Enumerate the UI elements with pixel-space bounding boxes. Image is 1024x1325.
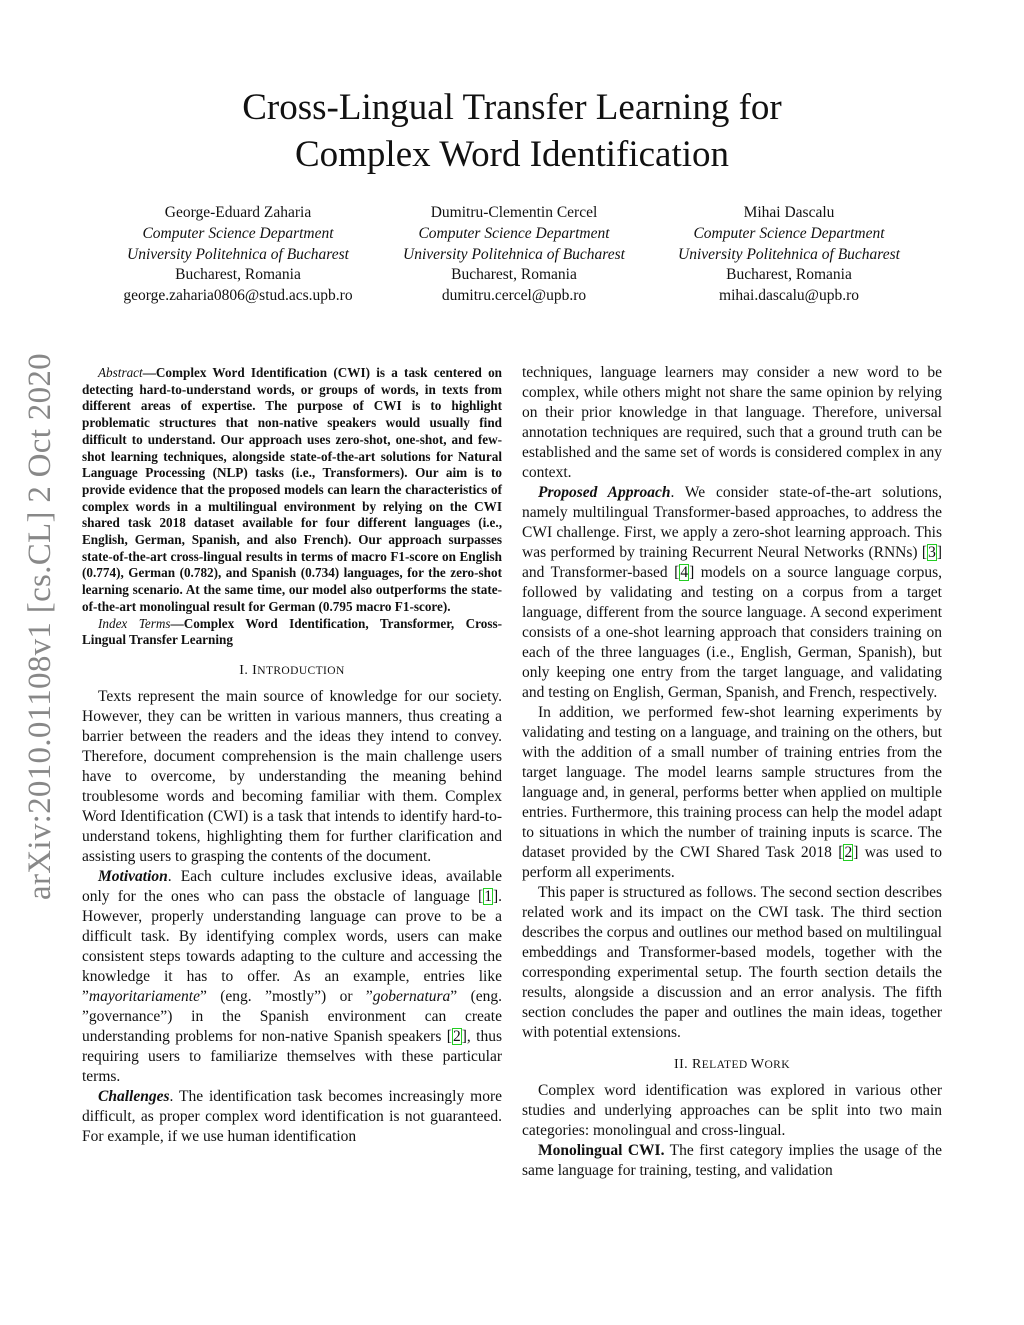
text: . The identification task becomes increasingly more difficult, as proper complex word identification is not guaranteed. For example, if we use human identification	[82, 1087, 502, 1145]
author-dept: Computer Science Department	[693, 224, 885, 242]
paragraph-challenges	[82, 1087, 502, 1147]
author-univ: University Politehnica of Bucharest	[403, 245, 625, 263]
title-line-1: Cross-Lingual Transfer Learning for	[242, 87, 782, 128]
abstract-text: —Complex Word Identification (CWI) is a task centered on detecting hard-to-understand words, or groups of words, in texts from different areas of expertise. The purpose of CWI is to highlight problematic structures that non-native speakers would usually find difficult to understand. Our approach uses zero-shot, one-shot, and few-shot learning techniques, alongside state-of-the-art solutions for Natural Language Processing (NLP) tasks (i.e., Transformers). Our aim is to provide evidence that the proposed models can learn the characteristics of complex words in a multilingual environment by relying on the CWI shared task 2018 dataset available for four different languages (i.e., English, German, Spanish, and also French). Our approach surpasses state-of-the-art cross-lingual results in terms of macro F1-score on English (0.774), German (0.782), and Spanish (0.734) languages, for the zero-shot learning scenario. At the same time, our model also outperforms the state-of-the-art monolingual result for German (0.795 macro F1-score).	[82, 365, 502, 614]
section-initial: W	[750, 1057, 765, 1072]
paragraph-continuation: techniques, language learners may consider a new word to be complex, while others might not share the same opinion by relying on their prior knowledge in that language. Therefore, universal annotation techniques are required, such that a ground truth can be established and the same set of words is considered complex in any context.	[522, 364, 942, 481]
author-city: Bucharest, Romania	[726, 266, 852, 284]
section-number: II.	[674, 1057, 692, 1072]
abstract-label: Abstract	[98, 365, 143, 380]
author-block	[374, 203, 654, 307]
citation-link[interactable]: 2	[452, 1027, 461, 1045]
example-word: gobernatura	[372, 987, 451, 1005]
author-block	[98, 203, 378, 307]
left-column	[82, 365, 502, 1147]
text: models on a source language corpus, followed by validating and testing on a corpus from a target language, different from the source language. A second experiment consists of a one-shot learning approach that considers training on each of the three languages (i.e., English, German, Spanish), but only keeping one entry from the target language, and validating and testing on English, German, Spanish, and French, respectively.	[522, 564, 942, 701]
section-heading-related-work	[522, 1057, 942, 1073]
index-terms-text: —Complex Word Identification, Transformer, Cross-Lingual Transfer Learning	[82, 615, 502, 648]
index-terms	[82, 616, 502, 649]
citation-link[interactable]: 3	[928, 544, 936, 561]
text: The first category implies the usage of the same language for training, testing, and validation	[522, 1142, 943, 1179]
paragraph-monolingual	[522, 1141, 942, 1181]
section-initial: I	[252, 662, 258, 678]
text: ” (eng. ”mostly”) or ”	[199, 987, 373, 1005]
paragraph-proposed-approach: Proposed Approach. We consider state-of-the-art solutions, namely multilingual Transformer-based approaches, to address the CWI challenge. First, we apply a zero-shot learning approach. This was performed by training Recurrent Neural Networks (RNNs) [3] and Transformer-based [4] models on a source language corpus, followed by validating and testing on a corpus from a target language, different from the source language. A second experiment consists of a one-shot learning approach that considers training on each of the three languages (i.e., English, German, Spanish), but only keeping one entry from the target language, and validating and testing on English, German, Spanish, and French, respectively.	[522, 484, 942, 701]
text: . Each culture includes exclusive ideas, available only for the ones who can pass the obstacle of language	[82, 867, 502, 905]
author-name: Dumitru-Clementin Cercel	[430, 204, 598, 221]
author-email: dumitru.cercel@upb.ro	[441, 287, 587, 305]
text: was used to perform all experiments.	[522, 844, 942, 881]
text: In addition, we performed few-shot learning experiments by validating and testing on a language, and training on the others, but with the addition of a small number of training entries from the target language. The model learns sample structures from the language and, in general, performs better when applied on multiple entries. Furthermore, this training process can help the model adapt to situations in which the number of training inputs is scarce. The dataset provided by the CWI Shared Task 2018	[522, 704, 942, 861]
section-rest: ELATED	[701, 1059, 751, 1071]
arxiv-stamp: arXiv:2010.01108v1 [cs.CL] 2 Oct 2020	[22, 353, 58, 900]
citation-link[interactable]: 1	[484, 887, 492, 905]
example-word: mayoritariamente	[88, 987, 200, 1005]
author-name: George-Eduard Zaharia	[164, 204, 312, 221]
text: and Transformer-based	[522, 564, 675, 581]
paper-title	[0, 84, 1024, 178]
author-city: Bucharest, Romania	[451, 266, 577, 284]
paragraph-lead: Motivation	[98, 867, 168, 885]
text: . However, properly understanding language can prove to be a difficult task. By identifying complex words, users can make consistent steps towards adapting to the culture and accessing the knowledge it has to offer. As an example, entries like ”	[82, 887, 502, 1005]
author-univ: University Politehnica of Bucharest	[678, 245, 900, 263]
author-email: george.zaharia0806@stud.acs.upb.ro	[123, 287, 353, 305]
paragraph-lead: Monolingual CWI.	[538, 1142, 665, 1159]
author-email: mihai.dascalu@upb.ro	[719, 287, 859, 305]
author-city: Bucharest, Romania	[175, 266, 301, 284]
author-dept: Computer Science Department	[418, 224, 610, 242]
citation-link[interactable]: 4	[680, 564, 689, 581]
paragraph-motivation: Motivation. Each culture includes exclusive ideas, available only for the ones who can pass the obstacle of language [1]. However, properly understanding language can prove to be a difficult task. By identifying complex words, users can make consistent steps towards adapting to the culture and accessing the knowledge it has to offer. As an example, entries like ”mayoritariamente” (eng. ”mostly”) or ”gobernatura” (eng. ”governance”) in the Spanish environment can create understanding problems for non-native Spanish speakers [2], thus requiring users to familiarize themselves with these particular terms.	[82, 867, 502, 1085]
section-rest: NTRODUCTION	[257, 664, 345, 677]
author-univ: University Politehnica of Bucharest	[127, 245, 349, 263]
text: . We consider state-of-the-art solutions, namely multilingual Transformer-based approaches, to address the CWI challenge. First, we apply a zero-shot learning approach. This was performed by training Recurrent Neural Networks (RNNs)	[522, 484, 942, 561]
paragraph-lead: Challenges	[98, 1087, 170, 1105]
author-name: Mihai Dascalu	[743, 204, 835, 221]
section-heading-introduction	[82, 663, 502, 679]
text: ” (eng. ”governance”) in the Spanish environment can create understanding problems for non-native Spanish speakers	[82, 987, 502, 1045]
paragraph: In addition, we performed few-shot learning experiments by validating and testing on a language, and training on the others, but with the addition of a small number of training entries from the target language. The model learns sample structures from the language and, in general, performs better when applied on multiple entries. Furthermore, this training process can help the model adapt to situations in which the number of training inputs is scarce. The dataset provided by the CWI Shared Task 2018 [2] was used to perform all experiments.	[522, 704, 942, 881]
author-block	[649, 203, 929, 307]
paragraph: Texts represent the main source of knowledge for our society. However, they can be written in various manners, thus creating a barrier between the readers and the ideas they intend to convey. Therefore, document comprehension is the main challenge users have to overcome, by understanding the meaning behind troublesome words and becoming familiar with them. Complex Word Identification (CWI) is a task that intends to identify hard-to-understand tokens, highlighting them for further clarification and assisting users to grasping the contents of the document.	[82, 687, 502, 865]
paragraph: This paper is structured as follows. The second section describes related work and its impact on the CWI task. The third section describes the corpus and outlines our method based on multilingual embeddings and Transformer-based models, together with the corresponding experimental setup. The fourth section details the results, alongside a discussion and an error analysis. The fifth section concludes the paper and outlines the main ideas, together with potential extensions.	[522, 884, 942, 1041]
abstract	[82, 365, 502, 616]
citation-link[interactable]: 2	[844, 844, 853, 861]
text: , thus requiring users to familiarize themselves with these particular terms.	[82, 1027, 502, 1085]
paragraph-lead: Proposed Approach	[538, 484, 671, 501]
section-rest: ORK	[764, 1059, 790, 1071]
index-terms-label: Index Terms	[98, 615, 171, 631]
author-dept: Computer Science Department	[142, 224, 334, 242]
paragraph: Complex word identification was explored in various other studies and underlying approaches can be split into two main categories: monolingual and cross-lingual.	[522, 1082, 942, 1139]
section-number: I.	[239, 662, 253, 678]
title-line-2: Complex Word Identification	[294, 134, 730, 175]
section-initial: R	[691, 1057, 702, 1072]
right-column	[522, 363, 942, 1181]
